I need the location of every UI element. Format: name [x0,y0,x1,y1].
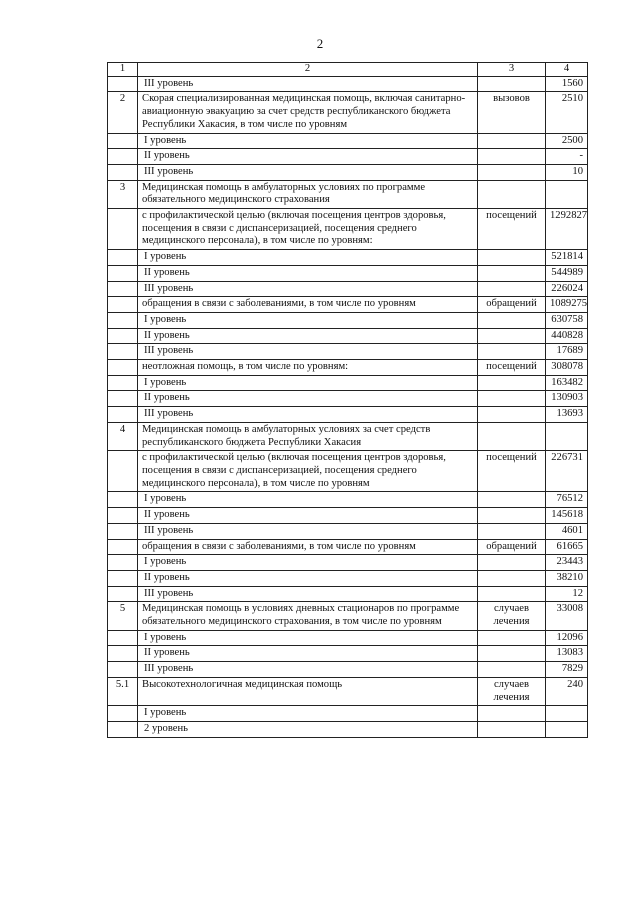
row-description-cell: I уровень [138,312,478,328]
table-row [108,602,588,630]
row-number-cell [108,646,138,662]
row-value-cell: 4601 [546,523,588,539]
row-unit-cell [478,523,546,539]
row-unit-cell: вызовов [478,92,546,133]
row-description-cell: I уровень [138,133,478,149]
row-value-cell: 1292827 [546,209,588,250]
row-value-cell: - [546,149,588,165]
table-row [108,630,588,646]
row-description-cell: III уровень [138,662,478,678]
table-row [108,297,588,313]
row-number-cell [108,451,138,492]
row-number-cell [108,149,138,165]
row-description-cell: I уровень [138,630,478,646]
row-value-cell: 33008 [546,602,588,630]
row-value-cell: 2510 [546,92,588,133]
row-value-cell: 226731 [546,451,588,492]
row-unit-cell [478,630,546,646]
row-description-cell: Медицинская помощь в амбулаторных условиях по программе обязательного медицинского страхования [138,180,478,208]
row-description-cell: II уровень [138,328,478,344]
row-unit-cell [478,180,546,208]
row-value-cell: 61665 [546,539,588,555]
row-description-cell: с профилактической целью (включая посещения центров здоровья, посещения в связи с диспансеризацией, посещения среднего медицинского персонала), в том числе по уровням: [138,209,478,250]
table-row [108,250,588,266]
row-value-cell: 630758 [546,312,588,328]
row-value-cell [546,706,588,722]
table-row [108,375,588,391]
row-unit-cell [478,662,546,678]
row-description-cell: II уровень [138,646,478,662]
table-header-row [108,63,588,77]
row-description-cell: обращения в связи с заболеваниями, в том числе по уровням [138,297,478,313]
row-unit-cell [478,508,546,524]
row-description-cell: I уровень [138,250,478,266]
row-number-cell [108,706,138,722]
row-value-cell: 76512 [546,492,588,508]
row-number-cell [108,133,138,149]
row-description-cell: II уровень [138,508,478,524]
table-row [108,586,588,602]
row-value-cell [546,721,588,737]
row-description-cell: III уровень [138,586,478,602]
row-description-cell: неотложная помощь, в том числе по уровням: [138,360,478,376]
row-number-cell [108,164,138,180]
row-value-cell: 12096 [546,630,588,646]
row-unit-cell [478,391,546,407]
row-number-cell [108,297,138,313]
row-value-cell: 145618 [546,508,588,524]
table-row [108,706,588,722]
row-number-cell [108,407,138,423]
row-number-cell [108,360,138,376]
row-unit-cell [478,422,546,450]
row-unit-cell [478,76,546,92]
row-value-cell: 1089275 [546,297,588,313]
row-unit-cell [478,164,546,180]
row-value-cell: 23443 [546,555,588,571]
table-row [108,646,588,662]
row-number-cell [108,281,138,297]
table-row [108,662,588,678]
row-description-cell: II уровень [138,265,478,281]
row-description-cell: III уровень [138,164,478,180]
row-description-cell: I уровень [138,492,478,508]
row-description-cell: I уровень [138,375,478,391]
table-row [108,133,588,149]
row-value-cell: 38210 [546,570,588,586]
table-row [108,312,588,328]
table-row [108,451,588,492]
row-unit-cell [478,133,546,149]
row-number-cell [108,375,138,391]
table-row [108,209,588,250]
row-value-cell: 440828 [546,328,588,344]
row-number-cell [108,492,138,508]
row-number-cell [108,250,138,266]
header-col-3: 3 [478,63,546,77]
table-row [108,281,588,297]
row-description-cell: обращения в связи с заболеваниями, в том числе по уровням [138,539,478,555]
row-unit-cell [478,570,546,586]
row-number-cell [108,391,138,407]
row-unit-cell: посещений [478,209,546,250]
table-row [108,149,588,165]
row-number-cell [108,328,138,344]
row-unit-cell [478,646,546,662]
row-value-cell: 17689 [546,344,588,360]
page-number: 2 [316,36,324,51]
row-number-cell [108,209,138,250]
row-value-cell: 10 [546,164,588,180]
row-number-cell [108,312,138,328]
row-unit-cell [478,375,546,391]
row-unit-cell [478,281,546,297]
row-description-cell: I уровень [138,555,478,571]
row-unit-cell: обращений [478,297,546,313]
table-row [108,555,588,571]
table-row [108,76,588,92]
row-unit-cell [478,250,546,266]
row-value-cell: 226024 [546,281,588,297]
table-row [108,344,588,360]
row-description-cell: III уровень [138,523,478,539]
row-number-cell [108,721,138,737]
table-row [108,407,588,423]
row-unit-cell [478,312,546,328]
row-unit-cell [478,492,546,508]
row-description-cell: Медицинская помощь в амбулаторных условиях за счет средств республиканского бюджета Республики Хакасия [138,422,478,450]
row-description-cell: с профилактической целью (включая посещения центров здоровья, посещения в связи с диспансеризацией, посещения среднего медицинского персонала), в том числе по уровням [138,451,478,492]
header-col-2: 2 [138,63,478,77]
table-row [108,265,588,281]
row-unit-cell [478,407,546,423]
header-col-1: 1 [108,63,138,77]
row-unit-cell: случаев лечения [478,602,546,630]
row-number-cell [108,523,138,539]
row-value-cell: 240 [546,677,588,705]
row-unit-cell: посещений [478,451,546,492]
table-row [108,523,588,539]
table-row [108,164,588,180]
row-value-cell: 2500 [546,133,588,149]
row-description-cell: III уровень [138,344,478,360]
table-row [108,721,588,737]
medical-volume-table [107,62,588,738]
row-unit-cell: посещений [478,360,546,376]
row-description-cell: II уровень [138,570,478,586]
row-number-cell [108,344,138,360]
row-number-cell [108,76,138,92]
table-row [108,180,588,208]
row-value-cell: 130903 [546,391,588,407]
row-number-cell [108,630,138,646]
row-value-cell [546,422,588,450]
row-number-cell: 5.1 [108,677,138,705]
row-number-cell [108,555,138,571]
table-row [108,677,588,705]
row-unit-cell [478,328,546,344]
table-row [108,539,588,555]
table-row [108,422,588,450]
row-value-cell: 163482 [546,375,588,391]
row-description-cell: Высокотехнологичная медицинская помощь [138,677,478,705]
row-unit-cell [478,555,546,571]
table-row [108,570,588,586]
row-number-cell: 3 [108,180,138,208]
table-row [108,360,588,376]
row-unit-cell [478,265,546,281]
row-number-cell: 4 [108,422,138,450]
table-row [108,92,588,133]
row-value-cell: 13693 [546,407,588,423]
row-value-cell: 13083 [546,646,588,662]
row-unit-cell [478,586,546,602]
row-number-cell [108,662,138,678]
row-value-cell: 1560 [546,76,588,92]
table-row [108,508,588,524]
table-row [108,391,588,407]
row-unit-cell: случаев лечения [478,677,546,705]
row-number-cell [108,508,138,524]
table-row [108,492,588,508]
row-number-cell [108,265,138,281]
row-number-cell: 2 [108,92,138,133]
row-value-cell: 521814 [546,250,588,266]
row-number-cell [108,539,138,555]
row-value-cell: 7829 [546,662,588,678]
row-description-cell: III уровень [138,407,478,423]
row-value-cell [546,180,588,208]
row-unit-cell: обращений [478,539,546,555]
row-unit-cell [478,721,546,737]
row-number-cell [108,586,138,602]
row-description-cell: I уровень [138,706,478,722]
row-value-cell: 308078 [546,360,588,376]
row-unit-cell [478,706,546,722]
row-description-cell: II уровень [138,149,478,165]
row-description-cell: III уровень [138,281,478,297]
row-description-cell: III уровень [138,76,478,92]
row-value-cell: 12 [546,586,588,602]
header-col-4: 4 [546,63,588,77]
row-description-cell: II уровень [138,391,478,407]
row-unit-cell [478,149,546,165]
table-row [108,328,588,344]
row-value-cell: 544989 [546,265,588,281]
row-number-cell [108,570,138,586]
row-number-cell: 5 [108,602,138,630]
row-description-cell: Скорая специализированная медицинская помощь, включая санитарно-авиационную эвакуацию за счет средств республиканского бюджета Республики Хакасия, в том числе по уровням [138,92,478,133]
row-unit-cell [478,344,546,360]
row-description-cell: Медицинская помощь в условиях дневных стационаров по программе обязательного медицинского страхования, в том числе по уровням [138,602,478,630]
row-description-cell: 2 уровень [138,721,478,737]
